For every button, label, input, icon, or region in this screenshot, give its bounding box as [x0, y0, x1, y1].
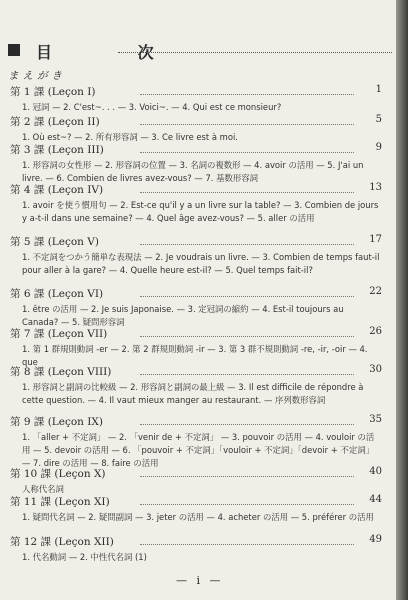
toc-entry-6[interactable] — [10, 286, 382, 329]
toc-entry-5[interactable] — [10, 234, 382, 277]
lesson-topics: 1. 冠詞 — 2. C'est~. . . — 3. Voici~. — 4. Qui est ce monsieur? — [22, 102, 282, 112]
lesson-topics: 1. 疑問代名詞 — 2. 疑問副詞 — 3. jeter の活用 — 4. acheter の活用 — 5. préférer の活用 — [22, 512, 374, 522]
dot-leader — [140, 296, 354, 297]
toc-entry-4[interactable] — [10, 182, 382, 225]
lesson-heading: 第 1 課 (Leçon I) — [10, 86, 96, 98]
dot-leader — [140, 244, 354, 245]
lesson-topics: 1. avoir を使う慣用句 — 2. Est-ce qu'il y a un livre sur la table? — 3. Combien de jours y a-t-il dans une semaine? — 4. Quel âge avez-vous? — 5. aller の活用 — [22, 200, 379, 223]
lesson-topics: 1. 形容詞の女性形 — 2. 形容詞の位置 — 3. 名詞の複数形 — 4. avoir の活用 — 5. J'ai un livre. — 6. Combien de livres avez-vous? — 7. 基数形容詞 — [22, 160, 364, 183]
dot-leader — [140, 544, 354, 545]
page-number: 9 — [375, 142, 382, 153]
page-number: 5 — [375, 114, 382, 125]
footer-page-number: — i — — [176, 574, 224, 587]
lesson-topics: 1. 不定詞をつかう簡単な表現法 — 2. Je voudrais un livre. — 3. Combien de temps faut-il pour aller à la gare? — 4. Quelle heure est-il? — 5. Quel temps fait-il? — [22, 252, 380, 275]
toc-entry-1[interactable] — [10, 84, 382, 114]
toc-entry-7[interactable] — [10, 326, 382, 369]
toc-entry-8[interactable] — [10, 364, 382, 407]
dot-leader — [140, 152, 354, 153]
toc-entry-12[interactable] — [10, 534, 382, 564]
toc-entry-9[interactable] — [10, 414, 382, 470]
dot-leader — [140, 504, 354, 505]
lesson-topics: 1. 代名動詞 — 2. 中性代名詞 (1) — [22, 552, 147, 562]
toc-entry-2[interactable] — [10, 114, 382, 144]
lesson-topics: 1. Où est~? — 2. 所有形容詞 — 3. Ce livre est à moi. — [22, 132, 238, 142]
dot-leader — [140, 424, 354, 425]
lesson-heading: 第 2 課 (Leçon II) — [10, 116, 100, 128]
lesson-heading: 第 12 課 (Leçon XII) — [10, 536, 114, 548]
lesson-heading: 第 11 課 (Leçon XI) — [10, 496, 110, 508]
dot-leader — [140, 374, 354, 375]
page-number: 35 — [369, 414, 382, 425]
lesson-heading: 第 10 課 (Leçon X) — [10, 468, 106, 480]
dotted-rule — [118, 52, 392, 53]
lesson-topics: 1. 形容詞と副詞の比較級 — 2. 形容詞と副詞の最上級 — 3. Il est difficile de répondre à cette question. — 4. Il vaut mieux manger au restaurant. — 序列数形容詞 — [22, 382, 364, 405]
toc-entry-10[interactable] — [10, 466, 382, 496]
page-number: 22 — [369, 286, 382, 297]
lesson-heading: 第 6 課 (Leçon VI) — [10, 288, 104, 300]
page-number: 13 — [369, 182, 382, 193]
lesson-topics: 1. être の活用 — 2. Je suis Japonaise. — 3. 定冠詞の縮約 — 4. Est-il toujours au Canada? — 5. 疑問形容詞 — [22, 304, 344, 327]
lesson-heading: 第 3 課 (Leçon III) — [10, 144, 104, 156]
page-number: 40 — [369, 466, 382, 477]
lesson-heading: 第 7 課 (Leçon VII) — [10, 328, 108, 340]
lesson-heading: 第 5 課 (Leçon V) — [10, 236, 99, 248]
toc-header — [8, 40, 392, 60]
dot-leader — [140, 192, 354, 193]
page-number: 17 — [369, 234, 382, 245]
preface-link[interactable]: まえがき — [8, 70, 66, 82]
lesson-heading: 第 8 課 (Leçon VIII) — [10, 366, 112, 378]
lesson-topics: 1. 「aller + 不定詞」 — 2. 「venir de + 不定詞」 — 3. pouvoir の活用 — 4. vouloir の活用 — 5. devoir の活用 — 6. 「pouvoir + 不定詞」「vouloir + 不定詞」「devoir + 不定詞」 — 7. dire の活用 — 8. faire の活用 — [22, 432, 375, 468]
toc-title: 目 次 — [36, 43, 194, 62]
page-number: 26 — [369, 326, 382, 337]
lesson-heading: 第 4 課 (Leçon IV) — [10, 184, 104, 196]
toc-entry-11[interactable] — [10, 494, 382, 524]
page-number: 1 — [375, 84, 382, 95]
lesson-topics: 人称代名詞 — [22, 484, 64, 494]
dot-leader — [140, 124, 354, 125]
lesson-heading: 第 9 課 (Leçon IX) — [10, 416, 103, 428]
page-number: 49 — [369, 534, 382, 545]
page-number: 44 — [369, 494, 382, 505]
square-bullet-icon — [8, 44, 20, 56]
dot-leader — [140, 94, 354, 95]
page-number: 30 — [369, 364, 382, 375]
dot-leader — [140, 476, 354, 477]
dot-leader — [140, 336, 354, 337]
lesson-topics: 1. 第 1 群規則動詞 -er — 2. 第 2 群規則動詞 -ir — 3. 第 3 群不規則動詞 -re, -ir, -oir — 4. que — [22, 344, 368, 367]
toc-entry-3[interactable] — [10, 142, 382, 185]
